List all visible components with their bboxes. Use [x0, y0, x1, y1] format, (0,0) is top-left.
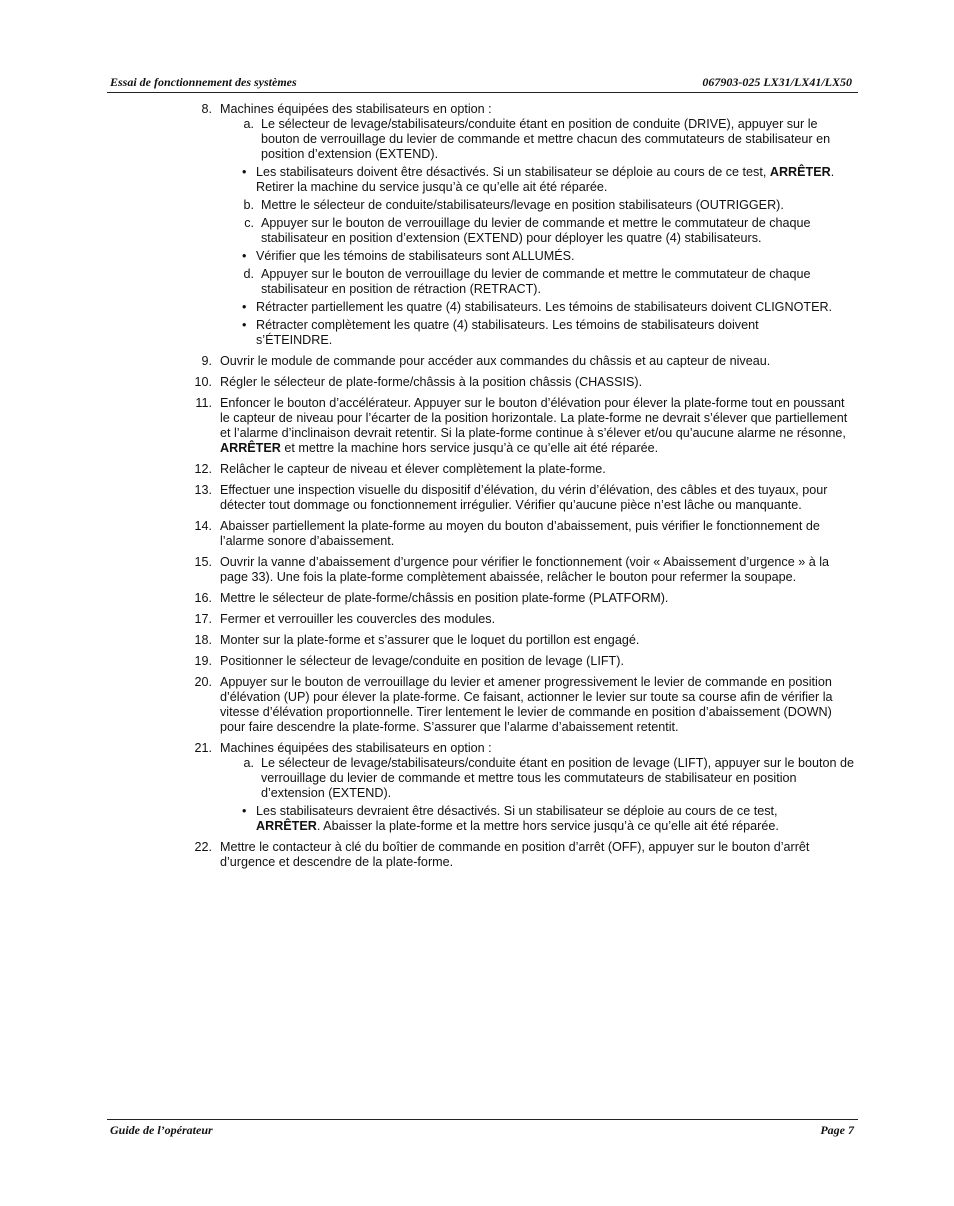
step-number: 11.	[195, 396, 212, 410]
step-21a-bullet	[0, 804, 836, 834]
substep-letter: a.	[243, 756, 254, 770]
step-text: Monter sur la plate-forme et s’assurer que le loquet du portillon est engagé.	[220, 633, 640, 647]
step-16	[0, 591, 856, 606]
step-text: Positionner le sélecteur de levage/conduite en position de levage (LIFT).	[220, 654, 624, 668]
step-17	[0, 612, 856, 627]
step-text: Mettre le sélecteur de plate-forme/châssis en position plate-forme (PLATFORM).	[220, 591, 669, 605]
substep-letter: a.	[243, 117, 254, 131]
substep-text: Appuyer sur le bouton de verrouillage du levier de commande et mettre le commutateur de chaque stabilisateur en position de rétraction (RETRACT).	[261, 267, 811, 296]
header-rule	[107, 92, 858, 93]
step-12	[0, 462, 856, 477]
bullet-text: Rétracter complètement les quatre (4) stabilisateurs. Les témoins de stabilisateurs doivent s’ÉTEINDRE.	[256, 318, 759, 347]
step-text: Fermer et verrouiller les couvercles des modules.	[220, 612, 496, 626]
warning-stop: ARRÊTER	[256, 819, 317, 833]
procedure-list	[0, 102, 954, 870]
bullet-text: Vérifier que les témoins de stabilisateurs sont ALLUMÉS.	[256, 249, 575, 263]
step-8c-bullet	[0, 249, 836, 264]
step-13	[0, 483, 856, 513]
step-number: 20.	[194, 675, 212, 689]
step-number: 17.	[194, 612, 212, 626]
step-number: 22.	[194, 840, 212, 854]
step-11	[0, 396, 856, 456]
step-text: Machines équipées des stabilisateurs en option :	[220, 741, 492, 755]
step-number: 16.	[194, 591, 212, 605]
footer-page-number: Page 7	[820, 1123, 854, 1137]
step-21	[0, 741, 856, 756]
step-text: Enfoncer le bouton d’accélérateur. Appuyer sur le bouton d’élévation pour élever la plate-forme tout en poussant le capteur de niveau pour l’écarter de la position horizontale. La plate-forme ne devrait s’élever que partiellement et l’alarme d’inclinaison devrait retentir. Si la plate-forme continue à s’élever et/ou qu’aucune alarme ne résonne,	[220, 396, 848, 440]
bullet-icon: •	[242, 300, 247, 314]
bullet-icon: •	[242, 249, 247, 263]
step-8a	[0, 117, 856, 162]
bullet-icon: •	[242, 804, 247, 818]
bullet-icon: •	[242, 165, 247, 179]
substep-text: Le sélecteur de levage/stabilisateurs/conduite étant en position de levage (LIFT), appuyer sur le bouton de verrouillage du levier de commande et mettre tous les commutateurs de stabilisateur en position d’extension (EXTEND).	[261, 756, 854, 800]
substep-text: Mettre le sélecteur de conduite/stabilisateurs/levage en position stabilisateurs (OUTRIGGER).	[261, 198, 784, 212]
step-number: 13.	[194, 483, 212, 497]
step-20	[0, 675, 856, 735]
step-8b	[0, 198, 856, 213]
step-number: 21.	[194, 741, 212, 755]
step-text: Appuyer sur le bouton de verrouillage du levier et amener progressivement le levier de commande en position d’élévation (UP) pour élever la plate-forme. Ce faisant, actionner le levier sur toute sa course afin de vérifier la vitesse d’élévation proportionnelle. Tirer lentement le levier de commande en position d’abaissement (DOWN) pour faire descendre la plate-forme. S’assurer que l’alarme d’abaissement retentit.	[220, 675, 833, 734]
warning-stop: ARRÊTER	[220, 441, 281, 455]
footer-rule	[107, 1119, 858, 1120]
step-number: 18.	[194, 633, 212, 647]
step-19	[0, 654, 856, 669]
step-number: 12.	[194, 462, 212, 476]
step-number: 9.	[201, 354, 212, 368]
step-number: 15.	[194, 555, 212, 569]
step-14	[0, 519, 856, 549]
bullet-text-cont: . Retirer la machine du service jusqu’à ce qu’elle ait été réparée.	[256, 165, 835, 194]
step-text: Abaisser partiellement la plate-forme au moyen du bouton d’abaissement, puis vérifier le fonctionnement de l’alarme sonore d’abaissement.	[220, 519, 820, 548]
header-section-title: Essai de fonctionnement des systèmes	[110, 75, 297, 89]
warning-stop: ARRÊTER	[769, 165, 831, 179]
step-8d	[0, 267, 856, 297]
step-22	[0, 840, 856, 870]
step-text: Effectuer une inspection visuelle du dispositif d’élévation, du vérin d’élévation, des câbles et des tuyaux, pour détecter tout dommage ou fonctionnement irrégulier. Vérifier qu’aucune pièce n’est lâche ou manquante.	[220, 483, 828, 512]
step-8a-bullet	[0, 165, 836, 195]
step-text: Ouvrir le module de commande pour accéder aux commandes du châssis et au capteur de niveau.	[220, 354, 771, 368]
step-number: 10.	[194, 375, 212, 389]
header-document-number: 067903-025 LX31/LX41/LX50	[702, 75, 852, 89]
bullet-text: Rétracter partiellement les quatre (4) stabilisateurs. Les témoins de stabilisateurs doivent CLIGNOTER.	[256, 300, 833, 314]
substep-letter: b.	[243, 198, 254, 212]
bullet-icon: •	[242, 318, 247, 332]
step-9	[0, 354, 856, 369]
step-8c	[0, 216, 856, 246]
footer-guide-title: Guide de l’opérateur	[110, 1123, 213, 1137]
step-18	[0, 633, 856, 648]
step-text: Régler le sélecteur de plate-forme/châssis à la position châssis (CHASSIS).	[220, 375, 643, 389]
substep-text: Le sélecteur de levage/stabilisateurs/conduite étant en position de conduite (DRIVE), appuyer sur le bouton de verrouillage du levier de commande et mettre chacun des commutateurs de stabilisateur en position d’extension (EXTEND).	[261, 117, 831, 161]
substep-text: Appuyer sur le bouton de verrouillage du levier de commande et mettre le commutateur de chaque stabilisateur en position d’extension (EXTEND) pour déployer les quatre (4) stabilisateurs.	[261, 216, 811, 245]
bullet-text: Les stabilisateurs doivent être désactivés. Si un stabilisateur se déploie au cours de ce test,	[256, 165, 767, 179]
substep-letter: d.	[243, 267, 254, 281]
step-21a	[0, 756, 856, 801]
substep-letter: c.	[244, 216, 254, 230]
step-8d-bullet-2	[0, 318, 836, 348]
step-number: 19.	[194, 654, 212, 668]
step-number: 14.	[194, 519, 212, 533]
step-number: 8.	[201, 102, 212, 116]
bullet-text: Les stabilisateurs devraient être désactivés. Si un stabilisateur se déploie au cours de ce test,	[256, 804, 778, 818]
bullet-text-cont: . Abaisser la plate-forme et la mettre hors service jusqu’à ce qu’elle ait été réparée.	[316, 819, 779, 833]
step-text-cont: et mettre la machine hors service jusqu’à ce qu’elle ait été réparée.	[284, 441, 659, 455]
step-text: Mettre le contacteur à clé du boîtier de commande en position d’arrêt (OFF), appuyer sur le bouton d’arrêt d’urgence et descendre de la plate-forme.	[220, 840, 810, 869]
step-text: Machines équipées des stabilisateurs en option :	[220, 102, 492, 116]
step-10	[0, 375, 856, 390]
step-text: Relâcher le capteur de niveau et élever complètement la plate-forme.	[220, 462, 606, 476]
step-8d-bullet-1	[0, 300, 836, 315]
step-text: Ouvrir la vanne d’abaissement d’urgence pour vérifier le fonctionnement (voir « Abaissement d’urgence » à la page 33). Une fois la plate-forme complètement abaissée, relâcher le bouton pour refermer la soupape.	[220, 555, 830, 584]
step-8	[0, 102, 856, 117]
step-15	[0, 555, 856, 585]
